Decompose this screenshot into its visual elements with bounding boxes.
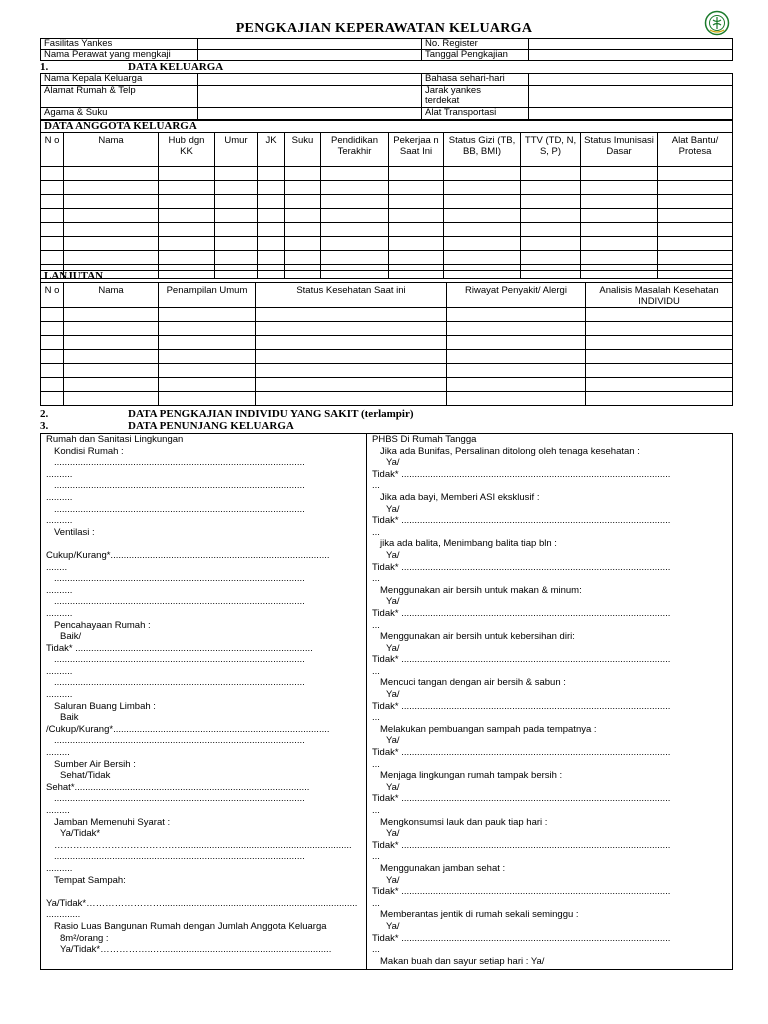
- anggota-cell[interactable]: [258, 209, 285, 223]
- table-row: [41, 350, 733, 364]
- page-title: PENGKAJIAN KEPERAWATAN KELUARGA: [235, 21, 533, 36]
- anggota-cell[interactable]: [389, 195, 444, 209]
- phbs-ya-option[interactable]: Ya/: [386, 503, 400, 515]
- anggota-cell[interactable]: [159, 223, 215, 237]
- sanitasi-line[interactable]: ..........: [46, 515, 73, 527]
- lanjutan-cell[interactable]: [64, 322, 159, 336]
- lanjutan-cell[interactable]: [159, 392, 256, 406]
- sanitasi-line: Sumber Air Bersih :: [54, 758, 136, 770]
- section1-title: DATA KELUARGA: [128, 61, 224, 73]
- table-row: [41, 167, 733, 181]
- anggota-cell[interactable]: [581, 237, 658, 251]
- sanitasi-line: Sehat/Tidak: [60, 770, 111, 782]
- anggota-cell[interactable]: [444, 209, 521, 223]
- phbs-continuation: ...: [372, 851, 380, 863]
- anggota-cell[interactable]: [285, 251, 321, 265]
- table-row: [41, 181, 733, 195]
- sanitasi-line: 8m²/orang :: [60, 932, 109, 944]
- phbs-item-label: Jika ada bayi, Memberi ASI eksklusif :: [380, 491, 540, 503]
- phbs-heading: PHBS Di Rumah Tangga: [372, 434, 477, 445]
- anggota-header-0: N o: [41, 133, 64, 167]
- sanitasi-line[interactable]: .........: [46, 805, 70, 816]
- keluarga-table: [40, 73, 733, 120]
- anggota-header-8: Status Gizi (TB, BB, BMI): [444, 133, 521, 167]
- anggota-cell[interactable]: [521, 209, 581, 223]
- anggota-cell[interactable]: [658, 237, 733, 251]
- anggota-cell[interactable]: [64, 223, 159, 237]
- sanitasi-line: Jamban Memenuhi Syarat :: [54, 816, 171, 828]
- lanjutan-cell[interactable]: [159, 364, 256, 378]
- anggota-header-4: JK: [258, 133, 285, 167]
- anggota-cell[interactable]: [389, 181, 444, 195]
- phbs-tidak-field[interactable]: Tidak* ......................................................................................................: [372, 793, 671, 805]
- sanitasi-line[interactable]: ........: [46, 561, 68, 573]
- phbs-tidak-field[interactable]: Tidak* ......................................................................................................: [372, 654, 671, 666]
- lanjutan-cell[interactable]: [447, 336, 586, 350]
- sanitasi-line: [46, 538, 362, 550]
- anggota-cell[interactable]: [444, 251, 521, 265]
- phbs-continuation: ...: [372, 944, 380, 956]
- table-row: [41, 392, 733, 406]
- sanitasi-line[interactable]: ...............................................................................................: [54, 793, 305, 805]
- field-tanggal[interactable]: [529, 50, 733, 61]
- sanitasi-line[interactable]: ...............................................................................................: [54, 851, 305, 863]
- anggota-header-11: Alat Bantu/ Protesa: [658, 133, 733, 167]
- anggota-cell[interactable]: [321, 223, 389, 237]
- anggota-header-10: Status Imunisasi Dasar: [581, 133, 658, 167]
- sanitasi-line[interactable]: .........: [46, 747, 70, 759]
- anggota-cell[interactable]: [258, 181, 285, 195]
- sanitasi-line: Kondisi Rumah :: [54, 445, 124, 457]
- anggota-cell[interactable]: [215, 181, 258, 195]
- anggota-cell[interactable]: [64, 237, 159, 251]
- phbs-continuation: ...: [372, 526, 380, 538]
- lanjutan-cell[interactable]: [256, 308, 447, 322]
- lanjutan-cell[interactable]: [447, 364, 586, 378]
- anggota-header-7: Pekerjaa n Saat Ini: [389, 133, 444, 167]
- label-fasilitas: Fasilitas Yankes: [41, 39, 198, 50]
- anggota-cell[interactable]: [64, 167, 159, 181]
- sanitasi-line[interactable]: …………………………………..................................................................: [54, 839, 352, 851]
- lanjutan-cell[interactable]: [447, 308, 586, 322]
- table-row: [41, 364, 733, 378]
- sanitasi-line: Ventilasi :: [54, 526, 95, 538]
- anggota-cell[interactable]: [41, 195, 64, 209]
- anggota-cell[interactable]: [521, 195, 581, 209]
- lanjutan-cell[interactable]: [159, 308, 256, 322]
- anggota-cell[interactable]: [215, 251, 258, 265]
- anggota-cell[interactable]: [321, 251, 389, 265]
- section2-note: (terlampir): [360, 408, 414, 420]
- lanjutan-cell[interactable]: [41, 364, 64, 378]
- anggota-cell[interactable]: [215, 167, 258, 181]
- anggota-cell[interactable]: [389, 223, 444, 237]
- phbs-tidak-field[interactable]: Tidak* ......................................................................................................: [372, 839, 671, 851]
- phbs-item-label: jika ada balita, Menimbang balita tiap bln :: [380, 538, 557, 550]
- phbs-ya-option[interactable]: Ya/: [386, 781, 400, 793]
- anggota-cell[interactable]: [521, 223, 581, 237]
- section2-title-text: DATA PENGKAJIAN INDIVIDU YANG SAKIT: [128, 408, 359, 420]
- anggota-title: DATA ANGGOTA KELUARGA: [41, 121, 733, 133]
- sanitasi-line[interactable]: ..........: [46, 862, 73, 874]
- sanitasi-column: [46, 434, 362, 956]
- lanjutan-header-2: Penampilan Umum: [159, 283, 256, 308]
- phbs-continuation: ...: [372, 665, 380, 677]
- label-agama: Agama & Suku: [41, 108, 198, 120]
- phbs-ya-option[interactable]: Ya/: [386, 735, 400, 747]
- phbs-ya-option[interactable]: Ya/: [386, 828, 400, 840]
- table-row: [41, 209, 733, 223]
- anggota-cell[interactable]: [159, 195, 215, 209]
- anggota-cell[interactable]: [285, 181, 321, 195]
- anggota-cell[interactable]: [258, 195, 285, 209]
- table-row: [41, 237, 733, 251]
- anggota-cell[interactable]: [444, 237, 521, 251]
- anggota-cell[interactable]: [658, 167, 733, 181]
- anggota-cell[interactable]: [581, 181, 658, 195]
- section3-number: 3.: [40, 420, 49, 432]
- field-nama-perawat[interactable]: [198, 50, 422, 61]
- anggota-cell[interactable]: [581, 251, 658, 265]
- anggota-cell[interactable]: [658, 209, 733, 223]
- sanitasi-line[interactable]: ...............................................................................................: [54, 596, 305, 608]
- anggota-header-1: Nama: [64, 133, 159, 167]
- sanitasi-heading: Rumah dan Sanitasi Lingkungan: [46, 434, 184, 445]
- lanjutan-cell[interactable]: [447, 378, 586, 392]
- anggota-cell[interactable]: [285, 237, 321, 251]
- lanjutan-cell[interactable]: [64, 392, 159, 406]
- anggota-cell[interactable]: [285, 209, 321, 223]
- phbs-item-label: Jika ada Bunifas, Persalinan ditolong oleh tenaga kesehatan :: [380, 445, 640, 457]
- lanjutan-cell[interactable]: [159, 350, 256, 364]
- lanjutan-cell[interactable]: [41, 308, 64, 322]
- anggota-cell[interactable]: [658, 223, 733, 237]
- lanjutan-header-4: Riwayat Penyakit/ Alergi: [447, 283, 586, 308]
- lanjutan-cell[interactable]: [256, 350, 447, 364]
- anggota-cell[interactable]: [258, 223, 285, 237]
- anggota-cell[interactable]: [159, 209, 215, 223]
- section2-number: 2.: [40, 408, 49, 420]
- lanjutan-cell[interactable]: [586, 350, 733, 364]
- anggota-cell[interactable]: [321, 181, 389, 195]
- field-jarak[interactable]: [529, 86, 733, 108]
- label-jarak-line1: Jarak yankes: [425, 85, 481, 96]
- anggota-cell[interactable]: [658, 195, 733, 209]
- sanitasi-line[interactable]: ...............................................................................................: [54, 480, 305, 492]
- lanjutan-cell[interactable]: [159, 336, 256, 350]
- anggota-cell[interactable]: [41, 223, 64, 237]
- sanitasi-line: Baik/: [60, 631, 82, 643]
- lanjutan-cell[interactable]: [159, 322, 256, 336]
- sanitasi-line[interactable]: Ya/Tidak*……………………..........................................................................: [46, 897, 358, 909]
- sanitasi-line: Baik: [60, 712, 79, 724]
- anggota-cell[interactable]: [581, 209, 658, 223]
- sanitasi-line[interactable]: ..........: [46, 584, 73, 596]
- label-jarak: [422, 86, 529, 108]
- phbs-tidak-field[interactable]: Tidak* ......................................................................................................: [372, 932, 671, 944]
- field-agama[interactable]: [198, 108, 422, 120]
- phbs-tidak-field[interactable]: Tidak* ......................................................................................................: [372, 515, 671, 527]
- lanjutan-cell[interactable]: [256, 364, 447, 378]
- table-row: [41, 378, 733, 392]
- sanitasi-line: Ya/Tidak*: [60, 828, 101, 840]
- anggota-header-5: Suku: [285, 133, 321, 167]
- anggota-cell[interactable]: [215, 195, 258, 209]
- lanjutan-cell[interactable]: [41, 392, 64, 406]
- anggota-cell[interactable]: [159, 167, 215, 181]
- lanjutan-cell[interactable]: [256, 322, 447, 336]
- anggota-cell[interactable]: [521, 181, 581, 195]
- phbs-item-label: Menggunakan air bersih untuk makan & minum:: [380, 584, 582, 596]
- anggota-cell[interactable]: [215, 209, 258, 223]
- phbs-tidak-field[interactable]: Tidak* ......................................................................................................: [372, 700, 671, 712]
- lanjutan-cell[interactable]: [586, 322, 733, 336]
- anggota-cell[interactable]: [41, 167, 64, 181]
- anggota-cell[interactable]: [159, 237, 215, 251]
- lanjutan-cell[interactable]: [586, 364, 733, 378]
- lanjutan-cell[interactable]: [41, 336, 64, 350]
- lanjutan-title: LANJUTAN: [41, 271, 733, 283]
- header-table: [40, 38, 733, 61]
- phbs-continuation: ...: [372, 480, 380, 492]
- lanjutan-cell[interactable]: [64, 350, 159, 364]
- sanitasi-line[interactable]: Sehat*.........................................................................................: [46, 781, 310, 793]
- anggota-cell[interactable]: [159, 251, 215, 265]
- anggota-cell[interactable]: [521, 237, 581, 251]
- anggota-cell[interactable]: [658, 181, 733, 195]
- field-fasilitas[interactable]: [198, 39, 422, 50]
- anggota-cell[interactable]: [581, 195, 658, 209]
- table-row: [41, 195, 733, 209]
- lanjutan-cell[interactable]: [256, 392, 447, 406]
- anggota-cell[interactable]: [389, 167, 444, 181]
- sanitasi-line: Pencahayaan Rumah :: [54, 619, 151, 631]
- anggota-cell[interactable]: [64, 209, 159, 223]
- phbs-last-item: Makan buah dan sayur setiap hari : Ya/: [380, 955, 545, 967]
- field-no-register[interactable]: [529, 39, 733, 50]
- anggota-cell[interactable]: [41, 181, 64, 195]
- anggota-cell[interactable]: [41, 251, 64, 265]
- column-divider: [366, 434, 367, 969]
- lanjutan-header-5: Analisis Masalah Kesehatan INDIVIDU: [586, 283, 733, 308]
- label-alamat: Alamat Rumah & Telp: [41, 86, 198, 108]
- anggota-cell[interactable]: [41, 209, 64, 223]
- anggota-cell[interactable]: [521, 251, 581, 265]
- phbs-continuation: ...: [372, 712, 380, 724]
- sanitasi-line[interactable]: ...............................................................................................: [54, 735, 305, 747]
- anggota-table: [40, 120, 733, 279]
- label-no-register: No. Register: [422, 39, 529, 50]
- anggota-cell[interactable]: [258, 167, 285, 181]
- anggota-cell[interactable]: [215, 223, 258, 237]
- label-tanggal: Tanggal Pengkajian: [422, 50, 529, 61]
- anggota-cell[interactable]: [64, 181, 159, 195]
- table-row: [41, 336, 733, 350]
- phbs-tidak-field[interactable]: Tidak* ......................................................................................................: [372, 747, 671, 759]
- sanitasi-line[interactable]: ..........: [46, 607, 73, 619]
- phbs-continuation: ...: [372, 758, 380, 770]
- phbs-continuation: ...: [372, 897, 380, 909]
- anggota-cell[interactable]: [159, 181, 215, 195]
- phbs-tidak-field[interactable]: Tidak* ......................................................................................................: [372, 468, 671, 480]
- phbs-tidak-field[interactable]: Tidak* ......................................................................................................: [372, 886, 671, 898]
- anggota-cell[interactable]: [444, 181, 521, 195]
- phbs-ya-option[interactable]: Ya/: [386, 920, 400, 932]
- sanitasi-line[interactable]: ...............................................................................................: [54, 654, 305, 666]
- lanjutan-cell[interactable]: [586, 308, 733, 322]
- anggota-cell[interactable]: [258, 237, 285, 251]
- phbs-ya-option[interactable]: Ya/: [386, 549, 400, 561]
- anggota-cell[interactable]: [444, 195, 521, 209]
- sanitasi-line[interactable]: ..........: [46, 468, 73, 480]
- sanitasi-line: Rasio Luas Bangunan Rumah dengan Jumlah Anggota Keluarga: [54, 920, 327, 932]
- phbs-item-label: Menjaga lingkungan rumah tampak bersih :: [380, 770, 563, 782]
- phbs-item-label: Mencuci tangan dengan air bersih & sabun :: [380, 677, 566, 689]
- phbs-tidak-field[interactable]: Tidak* ......................................................................................................: [372, 607, 671, 619]
- sanitasi-line[interactable]: ...............................................................................................: [54, 677, 305, 689]
- anggota-cell[interactable]: [321, 167, 389, 181]
- anggota-cell[interactable]: [444, 223, 521, 237]
- table-row: [41, 223, 733, 237]
- lanjutan-cell[interactable]: [64, 378, 159, 392]
- anggota-cell[interactable]: [285, 195, 321, 209]
- anggota-cell[interactable]: [389, 237, 444, 251]
- phbs-continuation: ...: [372, 619, 380, 631]
- anggota-cell[interactable]: [581, 167, 658, 181]
- phbs-item-label: Menggunakan air bersih untuk kebersihan diri:: [380, 631, 575, 643]
- phbs-ya-option[interactable]: Ya/: [386, 457, 400, 469]
- anggota-header-3: Umur: [215, 133, 258, 167]
- lanjutan-header-1: Nama: [64, 283, 159, 308]
- phbs-item-label: Mengkonsumsi lauk dan pauk tiap hari :: [380, 816, 548, 828]
- anggota-cell[interactable]: [215, 237, 258, 251]
- anggota-cell[interactable]: [389, 251, 444, 265]
- lanjutan-cell[interactable]: [64, 336, 159, 350]
- sanitasi-line[interactable]: ..........: [46, 665, 73, 677]
- field-alat[interactable]: [529, 108, 733, 120]
- sanitasi-line[interactable]: Tidak* ..........................................................................................: [46, 642, 313, 654]
- anggota-cell[interactable]: [41, 237, 64, 251]
- phbs-tidak-field[interactable]: Tidak* ......................................................................................................: [372, 561, 671, 573]
- lanjutan-cell[interactable]: [447, 392, 586, 406]
- lanjutan-header-3: Status Kesehatan Saat ini: [256, 283, 447, 308]
- anggota-cell[interactable]: [581, 223, 658, 237]
- section3-title: DATA PENUNJANG KELUARGA: [128, 420, 294, 432]
- phbs-ya-option[interactable]: Ya/: [386, 642, 400, 654]
- table-row: [41, 308, 733, 322]
- sanitasi-line: Tempat Sampah:: [54, 874, 126, 886]
- anggota-cell[interactable]: [321, 195, 389, 209]
- phbs-ya-option[interactable]: Ya/: [386, 689, 400, 701]
- field-bahasa[interactable]: [529, 74, 733, 86]
- anggota-cell[interactable]: [444, 167, 521, 181]
- lanjutan-cell[interactable]: [586, 378, 733, 392]
- phbs-ya-option[interactable]: Ya/: [386, 596, 400, 608]
- anggota-cell[interactable]: [321, 209, 389, 223]
- lanjutan-cell[interactable]: [447, 350, 586, 364]
- lanjutan-cell[interactable]: [586, 336, 733, 350]
- lanjutan-cell[interactable]: [159, 378, 256, 392]
- lanjutan-cell[interactable]: [64, 308, 159, 322]
- section2-title: [128, 408, 414, 420]
- anggota-cell[interactable]: [285, 167, 321, 181]
- label-nama-perawat: Nama Perawat yang mengkaji: [41, 50, 198, 61]
- anggota-cell[interactable]: [64, 251, 159, 265]
- health-ministry-logo-icon: [704, 10, 730, 36]
- table-row: [41, 251, 733, 265]
- anggota-cell[interactable]: [258, 251, 285, 265]
- sanitasi-line[interactable]: .............: [46, 909, 81, 921]
- phbs-column: [372, 434, 728, 967]
- lanjutan-cell[interactable]: [64, 364, 159, 378]
- anggota-cell[interactable]: [321, 237, 389, 251]
- lanjutan-table: [40, 270, 733, 406]
- field-kepala-keluarga[interactable]: [198, 74, 422, 86]
- anggota-header-6: Pendidikan Terakhir: [321, 133, 389, 167]
- anggota-cell[interactable]: [64, 195, 159, 209]
- phbs-item-label: Memberantas jentik di rumah sekali seminggu :: [380, 909, 579, 921]
- lanjutan-cell[interactable]: [41, 322, 64, 336]
- anggota-cell[interactable]: [389, 209, 444, 223]
- lanjutan-cell[interactable]: [256, 378, 447, 392]
- sanitasi-line: [46, 886, 362, 898]
- label-bahasa: Bahasa sehari-hari: [422, 74, 529, 86]
- sanitasi-line[interactable]: /Cukup/Kurang*..................................................................................: [46, 723, 330, 735]
- anggota-cell[interactable]: [658, 251, 733, 265]
- lanjutan-header-0: N o: [41, 283, 64, 308]
- sanitasi-line[interactable]: ...............................................................................................: [54, 503, 305, 515]
- label-kepala-keluarga: Nama Kepala Keluarga: [41, 74, 198, 86]
- phbs-item-label: Menggunakan jamban sehat :: [380, 862, 506, 874]
- phbs-ya-option[interactable]: Ya/: [386, 874, 400, 886]
- phbs-continuation: ...: [372, 805, 380, 816]
- sanitasi-line[interactable]: Ya/Tidak*……………..…................................................................: [60, 944, 332, 956]
- sanitasi-line: Saluran Buang Limbah :: [54, 700, 156, 712]
- sanitasi-line[interactable]: ...............................................................................................: [54, 457, 305, 469]
- sanitasi-line[interactable]: ...............................................................................................: [54, 573, 305, 585]
- section1-number: 1.: [40, 61, 49, 73]
- lanjutan-cell[interactable]: [41, 378, 64, 392]
- phbs-continuation: ...: [372, 573, 380, 585]
- field-alamat[interactable]: [198, 86, 422, 108]
- anggota-header-9: TTV (TD, N, S, P): [521, 133, 581, 167]
- table-row: [41, 322, 733, 336]
- sanitasi-line[interactable]: ..........: [46, 689, 73, 701]
- label-jarak-line2: terdekat: [425, 95, 460, 106]
- sanitasi-line[interactable]: Cukup/Kurang*...................................................................................: [46, 549, 330, 561]
- anggota-cell[interactable]: [521, 167, 581, 181]
- sanitasi-line[interactable]: ..........: [46, 491, 73, 503]
- phbs-item-label: Melakukan pembuangan sampah pada tempatnya :: [380, 723, 597, 735]
- label-alat: Alat Transportasi: [422, 108, 529, 120]
- lanjutan-cell[interactable]: [41, 350, 64, 364]
- lanjutan-cell[interactable]: [447, 322, 586, 336]
- lanjutan-cell[interactable]: [586, 392, 733, 406]
- anggota-cell[interactable]: [285, 223, 321, 237]
- anggota-header-2: Hub dgn KK: [159, 133, 215, 167]
- lanjutan-cell[interactable]: [256, 336, 447, 350]
